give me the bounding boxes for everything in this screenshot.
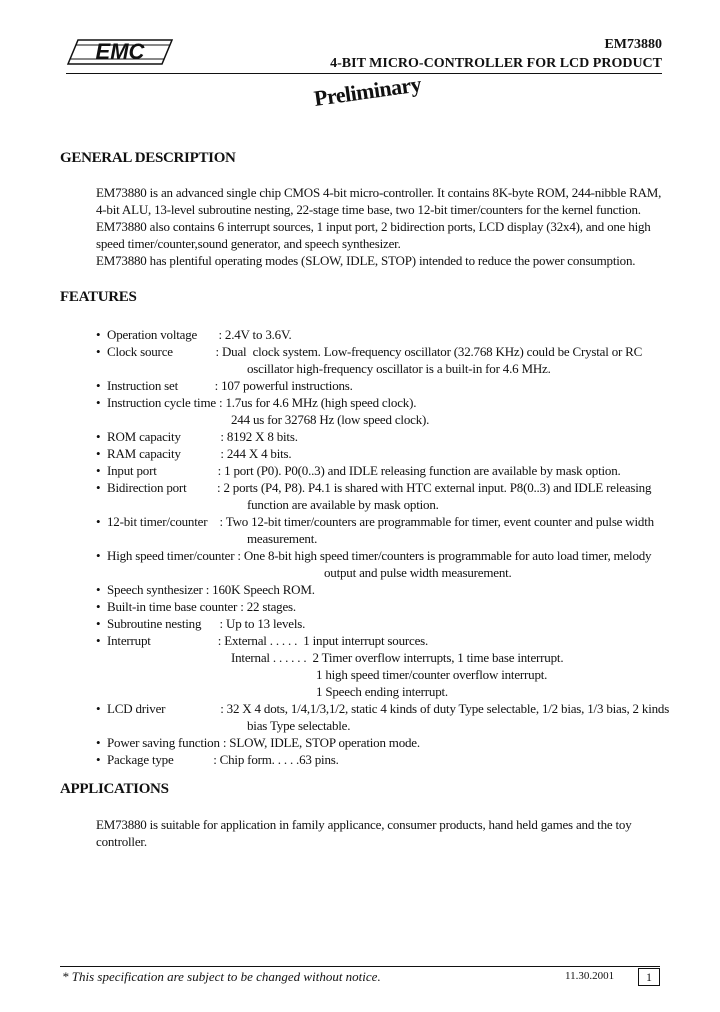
logo-text: EMC (95, 39, 145, 64)
applications-body (96, 816, 661, 850)
bullet-icon: • (96, 344, 101, 359)
feature-text: Bidirection port : 2 ports (P4, P8). P4.1 is shared with HTC external input. P8(0..3) and IDLE releasing (107, 480, 652, 495)
general-paragraph-1: EM73880 is an advanced single chip CMOS 4-bit micro-controller. It contains 8K-byte ROM, 244-nibble RAM, 4-bit ALU, 13-level subroutine nesting, 22-stage time base, two 12-bit timer/counters for the kernel function. EM73880 also contains 6 interrupt sources, 1 input port, 2 bidirection ports, LCD display (32x4), and one high speed timer/counter,sound generator, and speech synthesizer. (96, 185, 662, 251)
bullet-icon: • (96, 701, 101, 716)
feature-line (96, 649, 676, 666)
feature-line (96, 445, 676, 462)
footer-note: * This specification are subject to be changed without notice. (62, 969, 381, 984)
bullet-icon: • (96, 633, 101, 648)
bullet-icon: • (96, 582, 101, 597)
feature-text: 12-bit timer/counter : Two 12-bit timer/counters are programmable for timer, event counter and pulse width (107, 514, 654, 529)
bullet-icon: • (96, 735, 101, 750)
feature-line (96, 683, 676, 700)
feature-text: RAM capacity : 244 X 4 bits. (107, 446, 292, 461)
feature-text: Package type : Chip form. . . . .63 pins. (107, 752, 339, 767)
preliminary-stamp: Preliminary (312, 71, 423, 112)
feature-line (96, 479, 676, 496)
feature-line (96, 462, 676, 479)
bullet-icon: • (96, 429, 101, 444)
applications-paragraph: EM73880 is suitable for application in family applicance, consumer products, hand held games and the toy controller. (96, 817, 632, 849)
feature-text: oscillator high-frequency oscillator is a built-in for 4.6 MHz. (247, 361, 551, 376)
feature-text: 244 us for 32768 Hz (low speed clock). (231, 412, 430, 427)
feature-text: bias Type selectable. (247, 718, 351, 733)
feature-line (96, 496, 676, 513)
applications-heading: APPLICATIONS (60, 781, 169, 797)
feature-text: LCD driver : 32 X 4 dots, 1/4,1/3,1/2, static 4 kinds of duty Type selectable, 1/2 bias, 1/3 bias, 2 kinds (107, 701, 670, 716)
bullet-icon: • (96, 752, 101, 767)
feature-line (96, 598, 676, 615)
chip-id: EM73880 (604, 37, 662, 52)
feature-text: ROM capacity : 8192 X 8 bits. (107, 429, 298, 444)
feature-line (96, 513, 676, 530)
emc-logo (66, 36, 174, 68)
footer-rule (60, 966, 660, 967)
feature-text: 1 Speech ending interrupt. (316, 684, 448, 699)
feature-line (96, 751, 676, 768)
feature-text: Built-in time base counter : 22 stages. (107, 599, 296, 614)
feature-text: Interrupt : External . . . . . 1 input interrupt sources. (107, 633, 429, 648)
feature-line (96, 564, 676, 581)
feature-text: Instruction set : 107 powerful instructions. (107, 378, 353, 393)
features-list (96, 326, 676, 768)
feature-line (96, 615, 676, 632)
bullet-icon: • (96, 514, 101, 529)
bullet-icon: • (96, 446, 101, 461)
feature-line (96, 530, 676, 547)
bullet-icon: • (96, 599, 101, 614)
feature-text: Instruction cycle time : 1.7us for 4.6 MHz (high speed clock). (107, 395, 417, 410)
feature-line (96, 547, 676, 564)
bullet-icon: • (96, 616, 101, 631)
header-rule (66, 73, 662, 74)
feature-line (96, 411, 676, 428)
features-heading: FEATURES (60, 289, 137, 305)
general-paragraph-2: EM73880 has plentiful operating modes (SLOW, IDLE, STOP) intended to reduce the power consumption. (96, 253, 636, 268)
feature-line (96, 632, 676, 649)
bullet-icon: • (96, 463, 101, 478)
feature-line (96, 581, 676, 598)
feature-text: Input port : 1 port (P0). P0(0..3) and IDLE releasing function are available by mask option. (107, 463, 621, 478)
general-description-body (96, 184, 666, 269)
feature-text: Operation voltage : 2.4V to 3.6V. (107, 327, 292, 342)
feature-line (96, 717, 676, 734)
bullet-icon: • (96, 378, 101, 393)
feature-text: Speech synthesizer : 160K Speech ROM. (107, 582, 315, 597)
feature-line (96, 360, 676, 377)
feature-text: Internal . . . . . . 2 Timer overflow interrupts, 1 time base interrupt. (231, 650, 564, 665)
feature-text: High speed timer/counter : One 8-bit high speed timer/counters is programmable for auto load timer, melody (107, 548, 652, 563)
bullet-icon: • (96, 327, 101, 342)
feature-line (96, 700, 676, 717)
footer-date: 11.30.2001 (565, 970, 615, 982)
bullet-icon: • (96, 480, 101, 495)
page-number: 1 (638, 968, 660, 986)
feature-text: measurement. (247, 531, 318, 546)
bullet-icon: • (96, 395, 101, 410)
feature-text: Power saving function : SLOW, IDLE, STOP operation mode. (107, 735, 420, 750)
feature-text: 1 high speed timer/counter overflow interrupt. (316, 667, 548, 682)
feature-text: Subroutine nesting : Up to 13 levels. (107, 616, 306, 631)
feature-line (96, 343, 676, 360)
bullet-icon: • (96, 548, 101, 563)
feature-line (96, 428, 676, 445)
feature-line (96, 666, 676, 683)
general-description-heading: GENERAL DESCRIPTION (60, 150, 236, 166)
feature-line (96, 377, 676, 394)
feature-line (96, 394, 676, 411)
feature-text: Clock source : Dual clock system. Low-frequency oscillator (32.768 KHz) could be Crystal or RC (107, 344, 643, 359)
document-title: 4-BIT MICRO-CONTROLLER FOR LCD PRODUCT (330, 56, 662, 71)
feature-line (96, 734, 676, 751)
feature-line (96, 326, 676, 343)
feature-text: output and pulse width measurement. (324, 565, 512, 580)
feature-text: function are available by mask option. (247, 497, 439, 512)
